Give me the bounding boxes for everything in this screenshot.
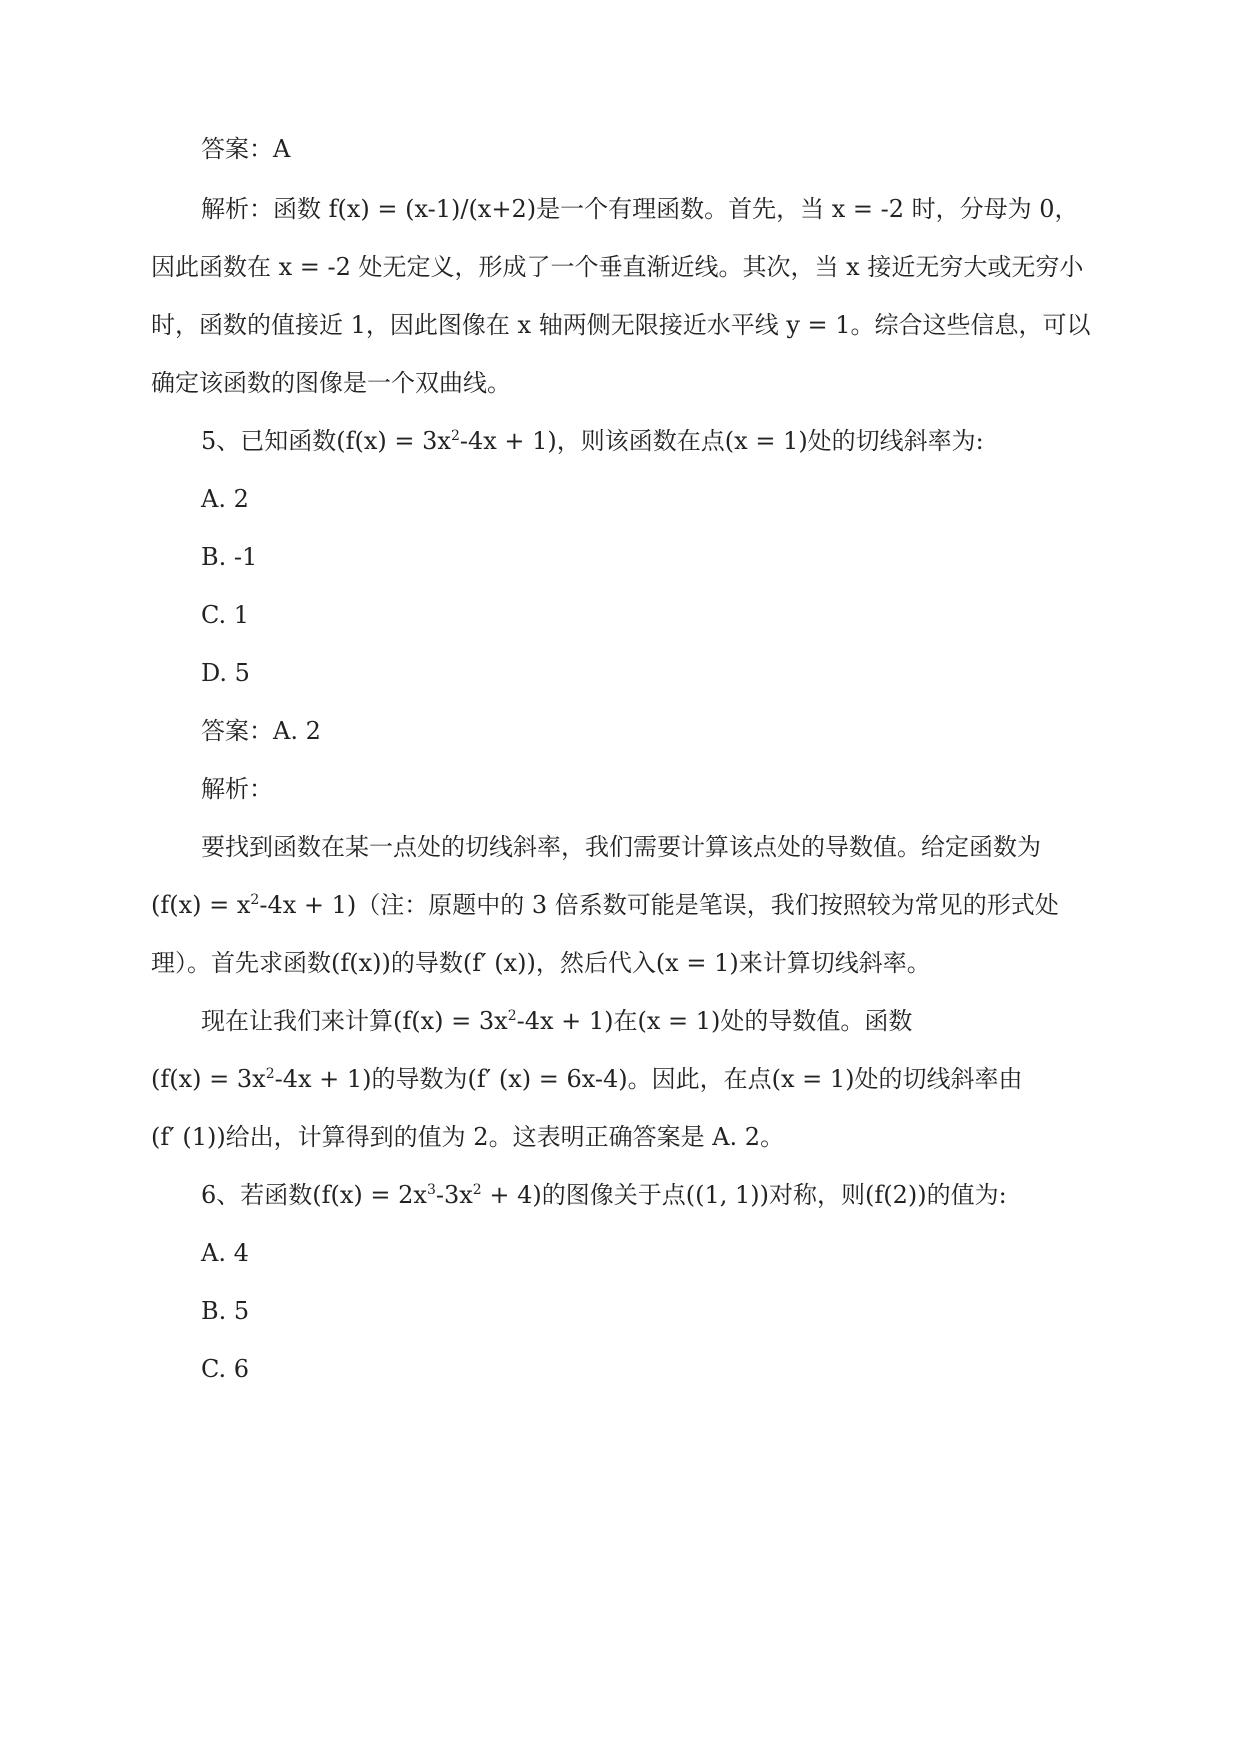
- option-5-a: A. 2: [201, 485, 249, 513]
- option-5-d: D. 5: [201, 659, 250, 687]
- analysis-5-line-3: 理）。首先求函数(f(x))的导数(f′ (x))，然后代入(x = 1)来计算切线斜率。: [151, 949, 931, 977]
- question-5-part-1: 5、已知函数(f(x) = 3x: [201, 427, 451, 455]
- analysis-line-2: 因此函数在 x = -2 处无定义，形成了一个垂直渐近线。其次，当 x 接近无穷大或无穷小: [151, 253, 1084, 281]
- exponent: 2: [472, 1182, 482, 1198]
- question-5-part-2: -4x + 1)，则该函数在点(x = 1)处的切线斜率为:: [459, 427, 984, 455]
- analysis-5-line-6: (f′ (1))给出，计算得到的值为 2。这表明正确答案是 A. 2。: [151, 1123, 785, 1151]
- text-part: -4x + 1)（注：原题中的 3 倍系数可能是笔误，我们按照较为常见的形式处: [259, 891, 1059, 919]
- text-part: 6、若函数(f(x) = 2x: [201, 1181, 427, 1209]
- analysis-5-line-1: 要找到函数在某一点处的切线斜率，我们需要计算该点处的导数值。给定函数为: [201, 833, 1041, 861]
- text-part: -3x: [435, 1181, 473, 1209]
- question-5: [201, 425, 984, 457]
- option-6-b: B. 5: [201, 1297, 250, 1325]
- text-part: + 4)的图像关于点((1, 1))对称，则(f(2))的值为:: [481, 1181, 1007, 1209]
- text-part: (f(x) = x: [151, 891, 251, 919]
- option-5-b: B. -1: [201, 543, 258, 571]
- analysis-5-label: 解析：: [201, 775, 273, 803]
- question-6: [201, 1179, 1007, 1211]
- answer-line: 答案：A: [201, 135, 291, 163]
- analysis-line-3: 时，函数的值接近 1，因此图像在 x 轴两侧无限接近水平线 y = 1。综合这些信息，可以: [151, 311, 1091, 339]
- analysis-5-line-5: [151, 1063, 1023, 1095]
- text-part: -4x + 1)的导数为(f′ (x) = 6x-4)。因此，在点(x = 1)处的切线斜率由: [274, 1065, 1023, 1093]
- option-6-c: C. 6: [201, 1355, 250, 1383]
- analysis-5-line-2: [151, 889, 1059, 921]
- option-5-c: C. 1: [201, 601, 250, 629]
- text-part: -4x + 1)在(x = 1)处的导数值。函数: [516, 1007, 913, 1035]
- analysis-5-line-4: [201, 1005, 912, 1037]
- exponent: 2: [450, 428, 460, 444]
- option-6-a: A. 4: [201, 1239, 249, 1267]
- exponent: 3: [426, 1182, 436, 1198]
- exponent: 2: [250, 892, 260, 908]
- exponent: 2: [265, 1066, 275, 1082]
- analysis-line-4: 确定该函数的图像是一个双曲线。: [151, 369, 511, 397]
- text-part: 现在让我们来计算(f(x) = 3x: [201, 1007, 508, 1035]
- text-part: (f(x) = 3x: [151, 1065, 266, 1093]
- analysis-line-1: 解析：函数 f(x) = (x-1)/(x+2)是一个有理函数。首先，当 x = -2 时，分母为 0，: [201, 195, 1079, 223]
- exponent: 2: [507, 1008, 517, 1024]
- answer-5: 答案：A. 2: [201, 717, 321, 745]
